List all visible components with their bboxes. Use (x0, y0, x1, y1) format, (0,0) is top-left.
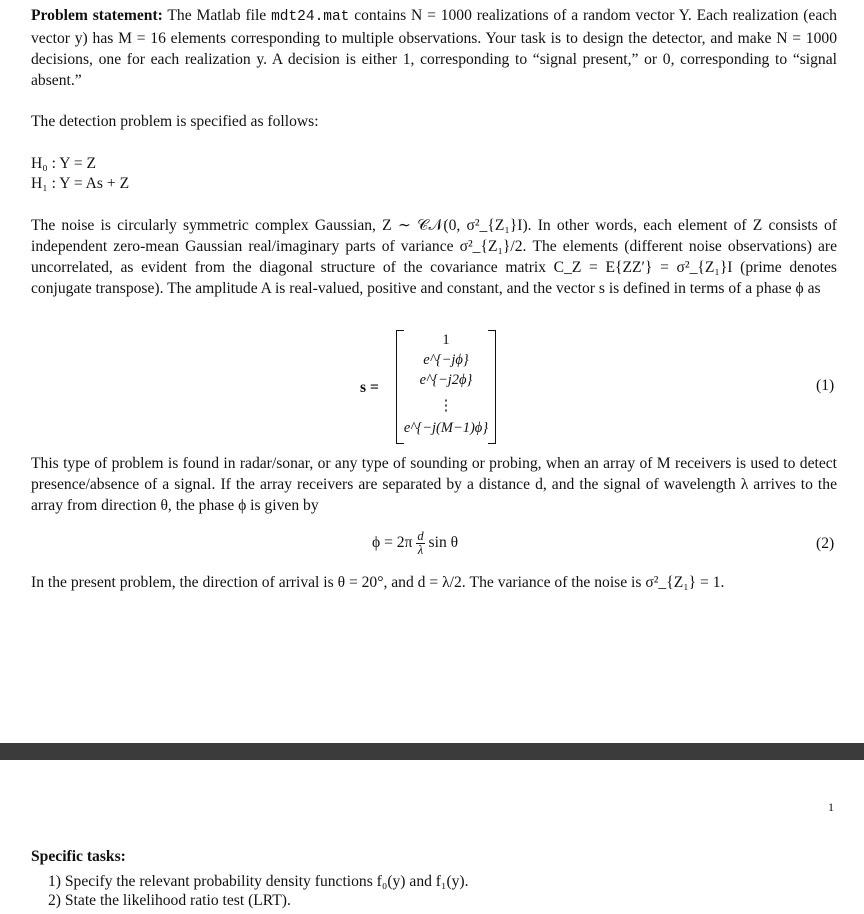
matlab-file-name: mdt24.mat (271, 9, 350, 25)
hypothesis-h0: H₀ : Y = Z (31, 155, 97, 172)
problem-statement-text-2: contains N = 1000 realizations of a random vector Y. Each realization (each vector y) has M = 16 elements corresponding to multiple observations. Your task is to design the detector, and make N = 1000 decisions, one for each realization y. A decision is either 1, corresponding to “signal present,” or 0, corresponding to “signal absent.” (31, 7, 837, 89)
matrix-entry: e^{−jϕ} (423, 352, 469, 368)
equation-2-number: (2) (816, 535, 835, 552)
problem-statement-text-1: The Matlab file (167, 7, 267, 24)
noise-paragraph: The noise is circularly symmetric complex Gaussian, Z ∼ 𝒞𝒩(0, σ²_{Z₁}I). In other words, each element of Z consists of independent zero-mean Gaussian real/imaginary parts of variance σ²_{Z₁}/2. The elements (different noise observations) are uncorrelated, as evident from the diagonal structure of the covariance matrix C_Z = E{ZZ′} = σ²_{Z₁}I (prime denotes conjugate transpose). The amplitude A is real-valued, positive and constant, and the vector s is defined in terms of a phase ϕ as (31, 217, 837, 297)
matrix-entry: e^{−j2ϕ} (419, 372, 473, 388)
equation-2-rhs: sin θ (428, 534, 459, 552)
fraction-numerator: d (417, 529, 424, 543)
specific-tasks-heading: Specific tasks: (31, 848, 126, 865)
detection-intro: The detection problem is specified as follows: (31, 113, 319, 130)
signal-vector-matrix (396, 330, 496, 442)
problem-statement-paragraph (31, 5, 837, 91)
equation-1-number: (1) (816, 377, 835, 394)
equation-2 (372, 530, 458, 557)
present-problem-sentence: In the present problem, the direction of arrival is θ = 20°, and d = λ/2. The variance of the noise is σ²_{Z₁} = 1. (31, 574, 725, 591)
matrix-entry: ⋮ (438, 398, 454, 414)
matrix-entry: 1 (442, 332, 450, 348)
page-break-bar (0, 743, 864, 760)
hypothesis-h1: H₁ : Y = As + Z (31, 175, 130, 192)
fraction-d-over-lambda (416, 530, 424, 557)
task-item: 2) State the likelihood ratio test (LRT). (48, 892, 291, 909)
task-item: 1) Specify the relevant probability density functions f₀(y) and f₁(y). (48, 873, 469, 890)
page-number: 1 (828, 800, 834, 814)
matrix-entry: e^{−j(M−1)ϕ} (403, 420, 489, 436)
equation-1-lhs: s = (360, 379, 379, 396)
problem-statement-heading: Problem statement: (31, 7, 163, 24)
radar-paragraph: This type of problem is found in radar/sonar, or any type of sounding or probing, when an array of M receivers is used to detect presence/absence of a signal. If the array receivers are separated by a distance d, and the signal of wavelength λ arrives to the array from direction θ, the phase ϕ is given by (31, 455, 837, 514)
equation-2-lhs: ϕ = 2π (372, 534, 413, 552)
fraction-denominator: λ (417, 543, 424, 557)
